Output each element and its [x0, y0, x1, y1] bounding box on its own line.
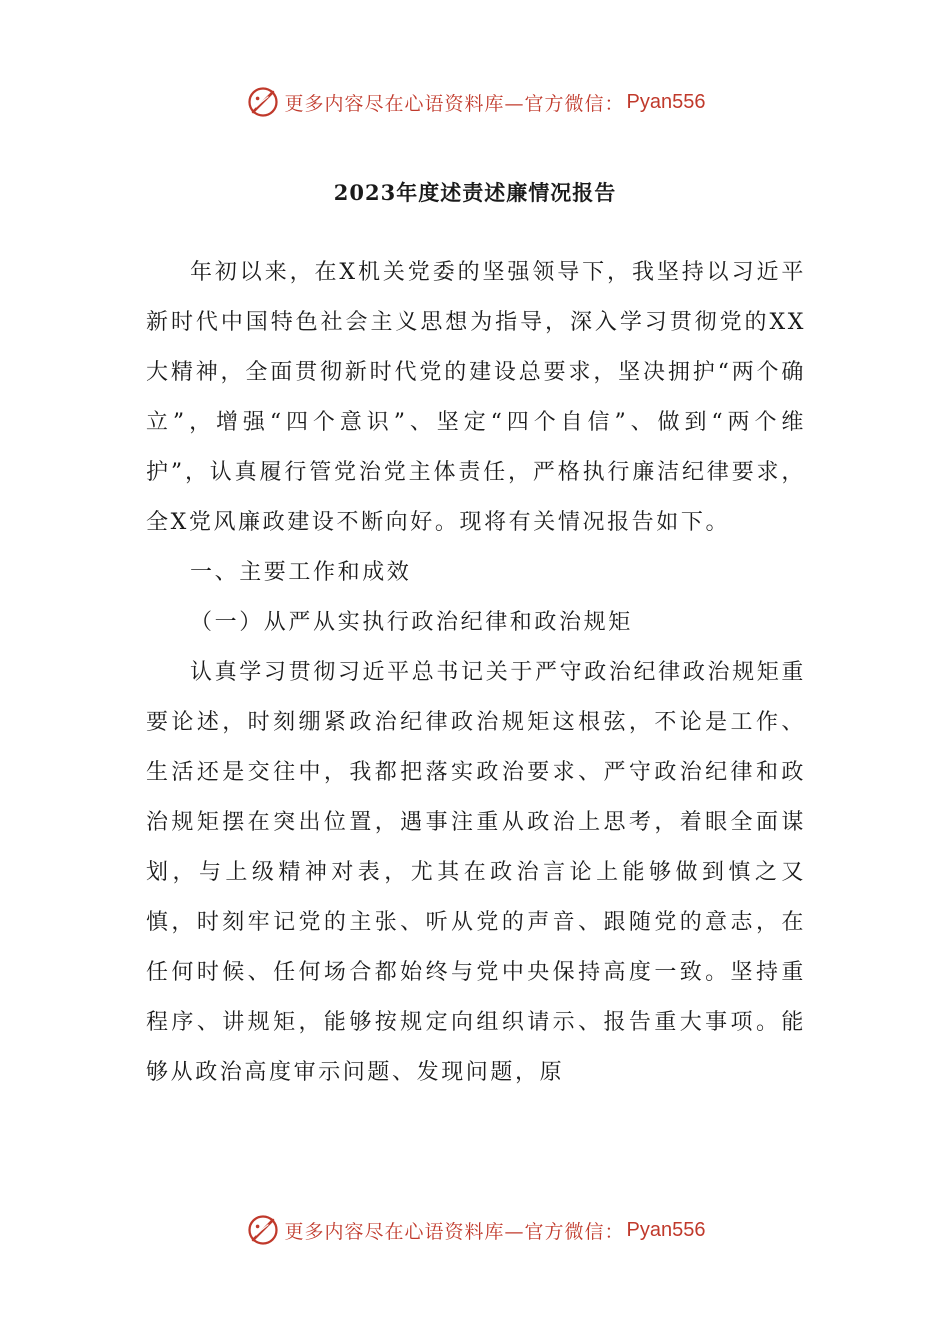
- intro-paragraph: 年初以来，在X机关党委的坚强领导下，我坚持以习近平新时代中国特色社会主义思想为指导，深入学习贯彻党的XX大精神，全面贯彻新时代党的建设总要求，坚决拥护“两个确立”，增强“四个意识”、坚定“四个自信”、做到“两个维护”，认真履行管党治党主体责任，严格执行廉洁纪律要求，全X党风廉政建设不断向好。现将有关情况报告如下。: [146, 260, 806, 535]
- watermark-banner-top: [0, 80, 950, 124]
- pen-logo-icon: [245, 84, 281, 120]
- document-title: 2023年度述责述廉情况报告: [333, 180, 617, 205]
- watermark-wechat-id: Pyan556: [626, 1218, 706, 1241]
- document-body: [146, 248, 806, 1098]
- subsection-heading: （一）从严从实执行政治纪律和政治规矩: [190, 610, 633, 635]
- section-heading: 一、主要工作和成效: [190, 560, 412, 585]
- watermark-wechat-id: Pyan556: [626, 90, 706, 113]
- body-paragraph: 认真学习贯彻习近平总书记关于严守政治纪律政治规矩重要论述，时刻绷紧政治纪律政治规矩这根弦，不论是工作、生活还是交往中，我都把落实政治要求、严守政治纪律和政治规矩摆在突出位置，遇事注重从政治上思考，着眼全面谋划，与上级精神对表，尤其在政治言论上能够做到慎之又慎，时刻牢记党的主张、听从党的声音、跟随党的意志，在任何时候、任何场合都始终与党中央保持高度一致。坚持重程序、讲规矩，能够按规定向组织请示、报告重大事项。能够从政治高度审示问题、发现问题，原: [146, 660, 806, 1085]
- pen-logo-icon: [245, 1212, 281, 1248]
- watermark-text: 更多内容尽在心语资料库—官方微信：: [284, 1220, 625, 1243]
- watermark-banner-bottom: [0, 1208, 950, 1252]
- watermark-text: 更多内容尽在心语资料库—官方微信：: [284, 92, 625, 115]
